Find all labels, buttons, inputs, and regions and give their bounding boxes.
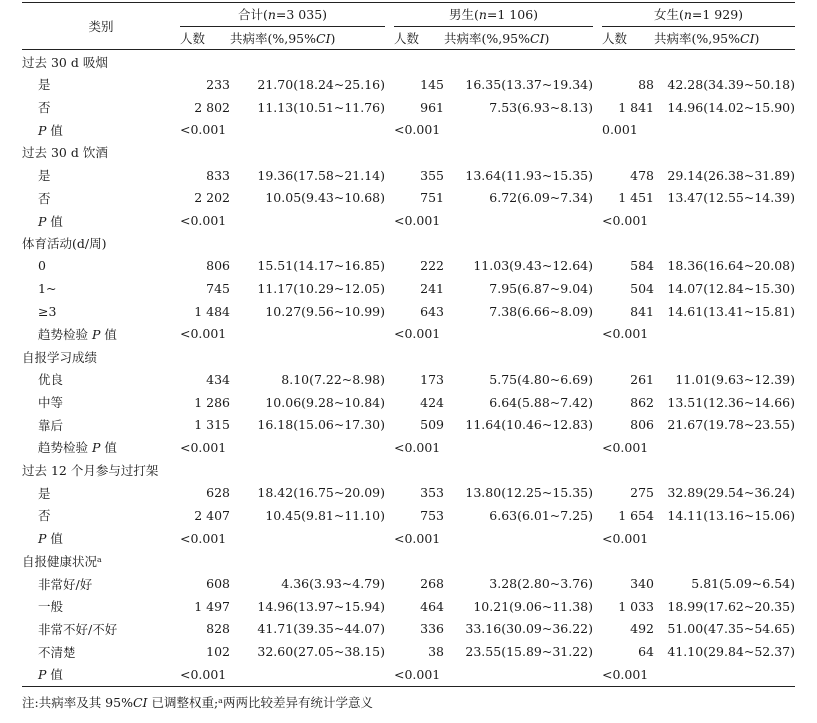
table-row (22, 300, 795, 323)
count-cell: 751 (420, 190, 444, 206)
rate-cell: 15.51(14.17~16.85) (257, 258, 385, 274)
rate-cell: 41.71(39.35~44.07) (257, 621, 385, 637)
section-title-row (22, 345, 795, 368)
p-value: <0.001 (180, 213, 227, 229)
count-cell: 64 (638, 644, 654, 660)
table-body (22, 50, 795, 686)
count-cell: 643 (420, 303, 444, 319)
p-value-row (22, 209, 795, 232)
count-cell: 464 (420, 598, 444, 614)
count-cell: 424 (420, 394, 444, 410)
count-cell: 833 (206, 167, 230, 183)
p-value: <0.001 (180, 530, 227, 546)
rate-cell: 8.10(7.22~8.98) (281, 371, 385, 387)
table-row (22, 572, 795, 595)
p-value: <0.001 (180, 439, 227, 455)
p-value: 0.001 (602, 122, 638, 138)
section-title: 过去 30 d 饮酒 (22, 145, 108, 161)
p-value-label: 趋势检验 P 值 (38, 326, 117, 342)
rate-cell: 3.28(2.80~3.76) (489, 576, 593, 592)
rate-cell: 7.38(6.66~8.09) (489, 303, 593, 319)
p-value-label: 趋势检验 P 值 (38, 440, 117, 456)
section-title: 自报学习成绩 (22, 349, 98, 365)
row-label: 中等 (38, 395, 64, 411)
count-cell: 1 654 (618, 507, 654, 523)
count-header: 人数 (180, 26, 230, 50)
rate-cell: 10.21(9.06~11.38) (473, 598, 593, 614)
table-row (22, 164, 795, 187)
rate-header: 共病率(%,95%CI) (230, 26, 385, 50)
rate-cell: 13.80(12.25~15.35) (465, 485, 593, 501)
count-cell: 753 (420, 507, 444, 523)
rate-cell: 7.53(6.93~8.13) (489, 99, 593, 115)
group-header-total: 合计(n=3 035) (180, 3, 385, 27)
p-value: <0.001 (602, 530, 649, 546)
section-title: 过去 12 个月参与过打架 (22, 463, 159, 479)
rate-cell: 19.36(17.58~21.14) (257, 167, 385, 183)
rate-header: 共病率(%,95%CI) (444, 26, 593, 50)
rate-cell: 6.64(5.88~7.42) (489, 394, 593, 410)
rate-cell: 6.63(6.01~7.25) (489, 507, 593, 523)
rate-cell: 16.18(15.06~17.30) (257, 417, 385, 433)
prevalence-table (22, 2, 795, 687)
section-title-row (22, 459, 795, 482)
rate-cell: 10.45(9.81~11.10) (265, 507, 385, 523)
count-header: 人数 (602, 26, 654, 50)
rate-cell: 33.16(30.09~36.22) (465, 621, 593, 637)
table-footnote: 注:共病率及其 95%CI 已调整权重;ᵃ两两比较差异有统计学意义 (22, 695, 373, 710)
count-cell: 504 (630, 281, 654, 297)
rate-cell: 29.14(26.38~31.89) (667, 167, 795, 183)
count-cell: 145 (420, 76, 444, 92)
rate-cell: 51.00(47.35~54.65) (667, 621, 795, 637)
row-label: 一般 (38, 599, 64, 615)
rate-cell: 18.42(16.75~20.09) (257, 485, 385, 501)
table-row (22, 504, 795, 527)
table-row (22, 640, 795, 663)
table-row (22, 391, 795, 414)
count-cell: 353 (420, 485, 444, 501)
row-label: 是 (38, 485, 51, 501)
rate-cell: 14.96(13.97~15.94) (257, 598, 385, 614)
section-title-row (22, 232, 795, 255)
rate-cell: 21.67(19.78~23.55) (667, 417, 795, 433)
rate-cell: 10.27(9.56~10.99) (265, 303, 385, 319)
count-cell: 1 315 (194, 417, 230, 433)
p-value-label: P 值 (38, 667, 63, 683)
p-value-row (22, 118, 795, 141)
rate-cell: 32.60(27.05~38.15) (257, 644, 385, 660)
rate-cell: 42.28(34.39~50.18) (667, 76, 795, 92)
row-label: 非常不好/不好 (38, 621, 118, 637)
row-label: 否 (38, 508, 51, 524)
p-value-label: P 值 (38, 122, 63, 138)
p-value: <0.001 (394, 326, 441, 342)
row-label: 非常好/好 (38, 576, 93, 592)
count-cell: 509 (420, 417, 444, 433)
p-value: <0.001 (394, 122, 441, 138)
p-value: <0.001 (180, 326, 227, 342)
count-cell: 1 497 (194, 598, 230, 614)
rate-header: 共病率(%,95%CI) (654, 26, 795, 50)
rate-cell: 16.35(13.37~19.34) (465, 76, 593, 92)
rate-cell: 13.51(12.36~14.66) (667, 394, 795, 410)
p-value: <0.001 (602, 439, 649, 455)
table-row (22, 255, 795, 278)
rate-cell: 6.72(6.09~7.34) (489, 190, 593, 206)
count-cell: 806 (206, 258, 230, 274)
count-cell: 434 (206, 371, 230, 387)
p-value-row (22, 323, 795, 346)
row-label: 不清楚 (38, 644, 76, 660)
count-cell: 1 286 (194, 394, 230, 410)
count-cell: 173 (420, 371, 444, 387)
section-title: 过去 30 d 吸烟 (22, 54, 108, 70)
p-value: <0.001 (394, 530, 441, 546)
count-cell: 2 407 (194, 507, 230, 523)
count-cell: 88 (638, 76, 654, 92)
p-value: <0.001 (602, 213, 649, 229)
count-header: 人数 (394, 26, 444, 50)
p-value: <0.001 (602, 326, 649, 342)
section-title-row (22, 50, 795, 73)
row-label: 优良 (38, 372, 64, 388)
table-row (22, 481, 795, 504)
row-label: 靠后 (38, 417, 64, 433)
count-cell: 2 202 (194, 190, 230, 206)
rate-cell: 4.36(3.93~4.79) (281, 576, 385, 592)
count-cell: 745 (206, 281, 230, 297)
rate-cell: 7.95(6.87~9.04) (489, 281, 593, 297)
table-row (22, 368, 795, 391)
rate-cell: 14.07(12.84~15.30) (667, 281, 795, 297)
rate-cell: 5.81(5.09~6.54) (691, 576, 795, 592)
p-value: <0.001 (602, 666, 649, 682)
p-value: <0.001 (180, 666, 227, 682)
row-label: 是 (38, 168, 51, 184)
group-header-female: 女生(n=1 929) (602, 3, 795, 27)
row-label: 是 (38, 77, 51, 93)
table-row (22, 187, 795, 210)
count-cell: 492 (630, 621, 654, 637)
section-title-row (22, 550, 795, 573)
count-cell: 102 (206, 644, 230, 660)
table-row (22, 277, 795, 300)
count-cell: 1 033 (618, 598, 654, 614)
row-label: ≥3 (38, 303, 57, 319)
count-cell: 584 (630, 258, 654, 274)
rate-cell: 13.64(11.93~15.35) (465, 167, 593, 183)
rate-cell: 10.06(9.28~10.84) (265, 394, 385, 410)
count-cell: 355 (420, 167, 444, 183)
rate-cell: 13.47(12.55~14.39) (667, 190, 795, 206)
table-row (22, 413, 795, 436)
row-label: 1~ (38, 281, 57, 297)
rate-cell: 41.10(29.84~52.37) (667, 644, 795, 660)
p-value-row (22, 527, 795, 550)
rate-cell: 14.96(14.02~15.90) (667, 99, 795, 115)
row-label: 0 (38, 258, 46, 274)
count-cell: 806 (630, 417, 654, 433)
count-cell: 275 (630, 485, 654, 501)
count-cell: 268 (420, 576, 444, 592)
rate-cell: 23.55(15.89~31.22) (465, 644, 593, 660)
count-cell: 608 (206, 576, 230, 592)
p-value: <0.001 (394, 213, 441, 229)
rate-cell: 11.64(10.46~12.83) (465, 417, 593, 433)
rate-cell: 14.11(13.16~15.06) (667, 507, 795, 523)
count-cell: 2 802 (194, 99, 230, 115)
count-cell: 38 (428, 644, 444, 660)
rate-cell: 18.99(17.62~20.35) (667, 598, 795, 614)
count-cell: 828 (206, 621, 230, 637)
p-value: <0.001 (394, 666, 441, 682)
rate-cell: 11.01(9.63~12.39) (675, 371, 795, 387)
p-value-label: P 值 (38, 213, 63, 229)
rate-cell: 21.70(18.24~25.16) (257, 76, 385, 92)
header-row-groups (22, 3, 795, 27)
p-value-label: P 值 (38, 531, 63, 547)
rate-cell: 18.36(16.64~20.08) (667, 258, 795, 274)
section-title: 体育活动(d/周) (22, 236, 107, 252)
group-header-male: 男生(n=1 106) (394, 3, 593, 27)
row-label: 否 (38, 190, 51, 206)
count-cell: 478 (630, 167, 654, 183)
rate-cell: 11.17(10.29~12.05) (257, 281, 385, 297)
count-cell: 241 (420, 281, 444, 297)
row-label: 否 (38, 100, 51, 116)
rate-cell: 11.13(10.51~11.76) (257, 99, 385, 115)
table-row (22, 618, 795, 641)
count-cell: 233 (206, 76, 230, 92)
count-cell: 1 841 (618, 99, 654, 115)
rate-cell: 32.89(29.54~36.24) (667, 485, 795, 501)
p-value-row (22, 663, 795, 686)
count-cell: 222 (420, 258, 444, 274)
section-title-row (22, 141, 795, 164)
p-value: <0.001 (180, 122, 227, 138)
count-cell: 628 (206, 485, 230, 501)
count-cell: 1 484 (194, 303, 230, 319)
table-row (22, 595, 795, 618)
count-cell: 841 (630, 303, 654, 319)
category-header: 类别 (22, 3, 180, 50)
rate-cell: 14.61(13.41~15.81) (667, 303, 795, 319)
table-row (22, 96, 795, 119)
count-cell: 340 (630, 576, 654, 592)
count-cell: 1 451 (618, 190, 654, 206)
table-row (22, 73, 795, 96)
count-cell: 336 (420, 621, 444, 637)
count-cell: 261 (630, 371, 654, 387)
count-cell: 862 (630, 394, 654, 410)
rate-cell: 5.75(4.80~6.69) (489, 371, 593, 387)
rate-cell: 10.05(9.43~10.68) (265, 190, 385, 206)
p-value: <0.001 (394, 439, 441, 455)
section-title: 自报健康状况ᵃ (22, 553, 102, 569)
p-value-row (22, 436, 795, 459)
rate-cell: 11.03(9.43~12.64) (473, 258, 593, 274)
count-cell: 961 (420, 99, 444, 115)
